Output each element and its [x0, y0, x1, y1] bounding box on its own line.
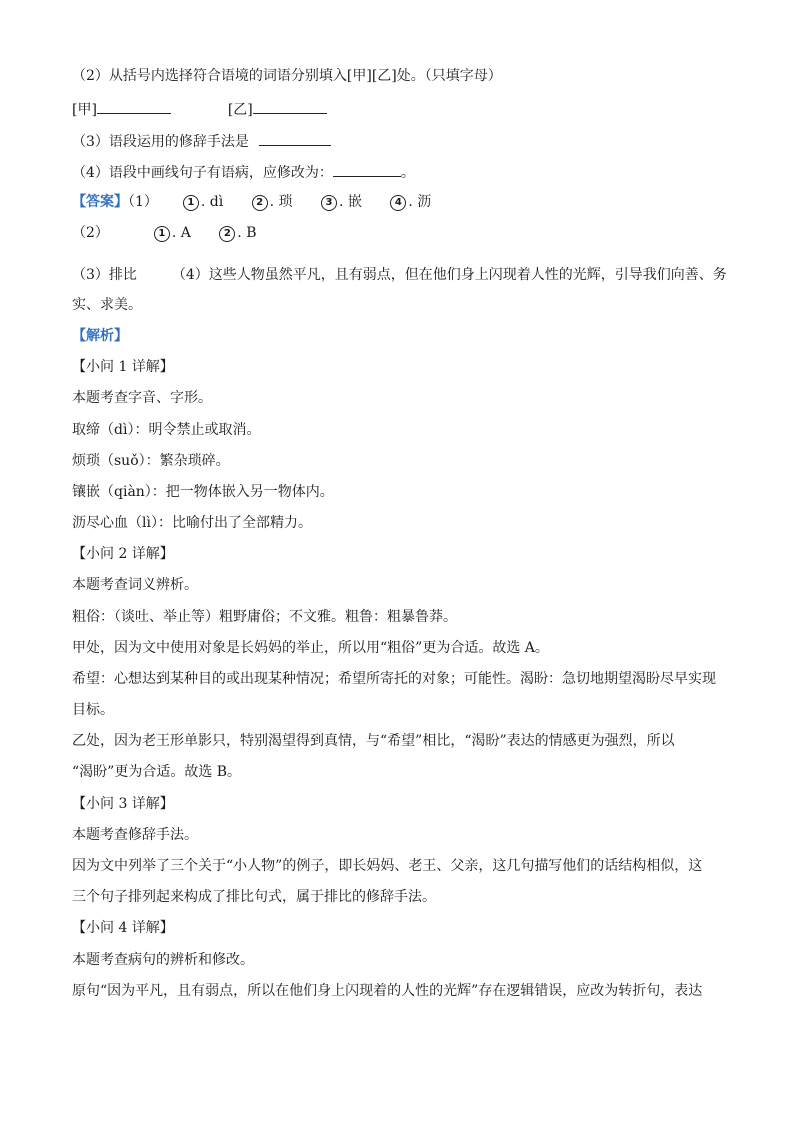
- paragraph-line: 因为文中列举了三个关于“小人物”的例子，即长妈妈、老王、父亲，这几句描写他们的话结构相似，这: [72, 858, 703, 874]
- answer-4: （4）这些人物虽然平凡，且有弱点，但在他们身上闪现着人性的光辉，引导我们向善、务: [171, 267, 727, 283]
- section-1-heading: 【小问 1 详解】: [72, 359, 174, 375]
- circled-number-icon: 1: [154, 226, 170, 242]
- answer-row-1: [72, 192, 455, 212]
- paragraph-line: 沥尽心血（lì）：比喻付出了全部精力。: [72, 515, 312, 531]
- answer-row-3: [72, 265, 727, 285]
- answer-1-number: （1）: [128, 194, 158, 210]
- answer-row-2: [72, 223, 281, 243]
- circled-number-icon: 2: [252, 195, 268, 211]
- answer-1-item: [390, 192, 431, 212]
- answer-1-item: [252, 192, 293, 212]
- paragraph-line: 希望：心想达到某种目的或出现某种情况；希望所寄托的对象；可能性。渴盼：急切地期望渴盼尽早实现: [72, 671, 716, 687]
- jia-label: [甲]: [72, 102, 97, 118]
- section-3-heading: 【小问 3 详解】: [72, 796, 174, 812]
- paragraph-line: “渴盼”更为合适。故选 B。: [72, 764, 242, 780]
- question-4-end: 。: [400, 165, 415, 181]
- circled-number-icon: 2: [219, 226, 235, 242]
- answer-4-continued: 实、求美。: [72, 297, 142, 313]
- answer-tag: 【答案】: [72, 194, 128, 210]
- paragraph-line: 本题考查字音、字形。: [72, 390, 212, 406]
- paragraph-line: 烦琐（suǒ）：繁杂琐碎。: [72, 453, 230, 469]
- analysis-tag: 【解析】: [72, 328, 128, 344]
- answer-2-number: （2）: [72, 225, 109, 241]
- answer-1-item: [183, 192, 223, 212]
- paragraph-line: 乙处，因为老王形单影只，特别渴望得到真情，与“希望”相比，“渴盼”表达的情感更为强烈，所以: [72, 733, 675, 749]
- paragraph-line: 三个句子排列起来构成了排比句式，属于排比的修辞手法。: [72, 889, 436, 905]
- answer-1-item: [321, 192, 362, 212]
- question-2-prompt: （2）从括号内选择符合语境的词语分别填入[甲][乙]处。（只填字母）: [72, 68, 502, 84]
- circled-number-icon: 1: [183, 195, 199, 211]
- paragraph-line: 镶嵌（qiàn）：把一物体嵌入另一物体内。: [72, 484, 334, 500]
- answer-3: （3）排比: [72, 267, 137, 283]
- jia-blank: [97, 98, 171, 114]
- question-3-prompt: [72, 130, 331, 152]
- yi-blank: [253, 98, 327, 114]
- question-3-blank: [259, 130, 331, 146]
- answer-2-item-text: . A: [171, 225, 191, 241]
- question-4-blank: [333, 161, 401, 177]
- answer-2-item: [219, 223, 256, 243]
- answer-2-item: [154, 223, 191, 243]
- paragraph-line: 目标。: [72, 702, 114, 718]
- answer-1-item-text: . 琐: [269, 194, 293, 210]
- paragraph-line: 甲处，因为文中使用对象是长妈妈的举止，所以用“粗俗”更为合适。故选 A。: [72, 640, 549, 656]
- paragraph-line: 本题考查修辞手法。: [72, 827, 198, 843]
- answer-2-item-text: . B: [237, 225, 257, 241]
- answer-1-item-text: . dì: [200, 194, 224, 210]
- question-2-blanks: [72, 98, 327, 120]
- answer-1-item-text: . 沥: [408, 194, 432, 210]
- paragraph-line: 粗俗：（谈吐、举止等）粗野庸俗；不文雅。粗鲁：粗暴鲁莽。: [72, 609, 457, 625]
- paragraph-line: 本题考查病句的辨析和修改。: [72, 952, 254, 968]
- paragraph-line: 原句“因为平凡，且有弱点，所以在他们身上闪现着的人性的光辉”存在逻辑错误，应改为转折句，表达: [72, 983, 703, 999]
- paragraph-line: 取缔（dì）：明令禁止或取消。: [72, 422, 261, 438]
- question-3-text: （3）语段运用的修辞手法是: [72, 134, 249, 150]
- section-2-heading: 【小问 2 详解】: [72, 546, 174, 562]
- circled-number-icon: 3: [321, 195, 337, 211]
- section-4-heading: 【小问 4 详解】: [72, 920, 174, 936]
- question-4-text: （4）语段中画线句子有语病，应修改为：: [72, 165, 333, 181]
- circled-number-icon: 4: [390, 195, 406, 211]
- answer-1-item-text: . 嵌: [338, 194, 362, 210]
- question-4-prompt: [72, 161, 415, 183]
- paragraph-line: 本题考查词义辨析。: [72, 577, 198, 593]
- yi-label: [乙]: [227, 102, 253, 118]
